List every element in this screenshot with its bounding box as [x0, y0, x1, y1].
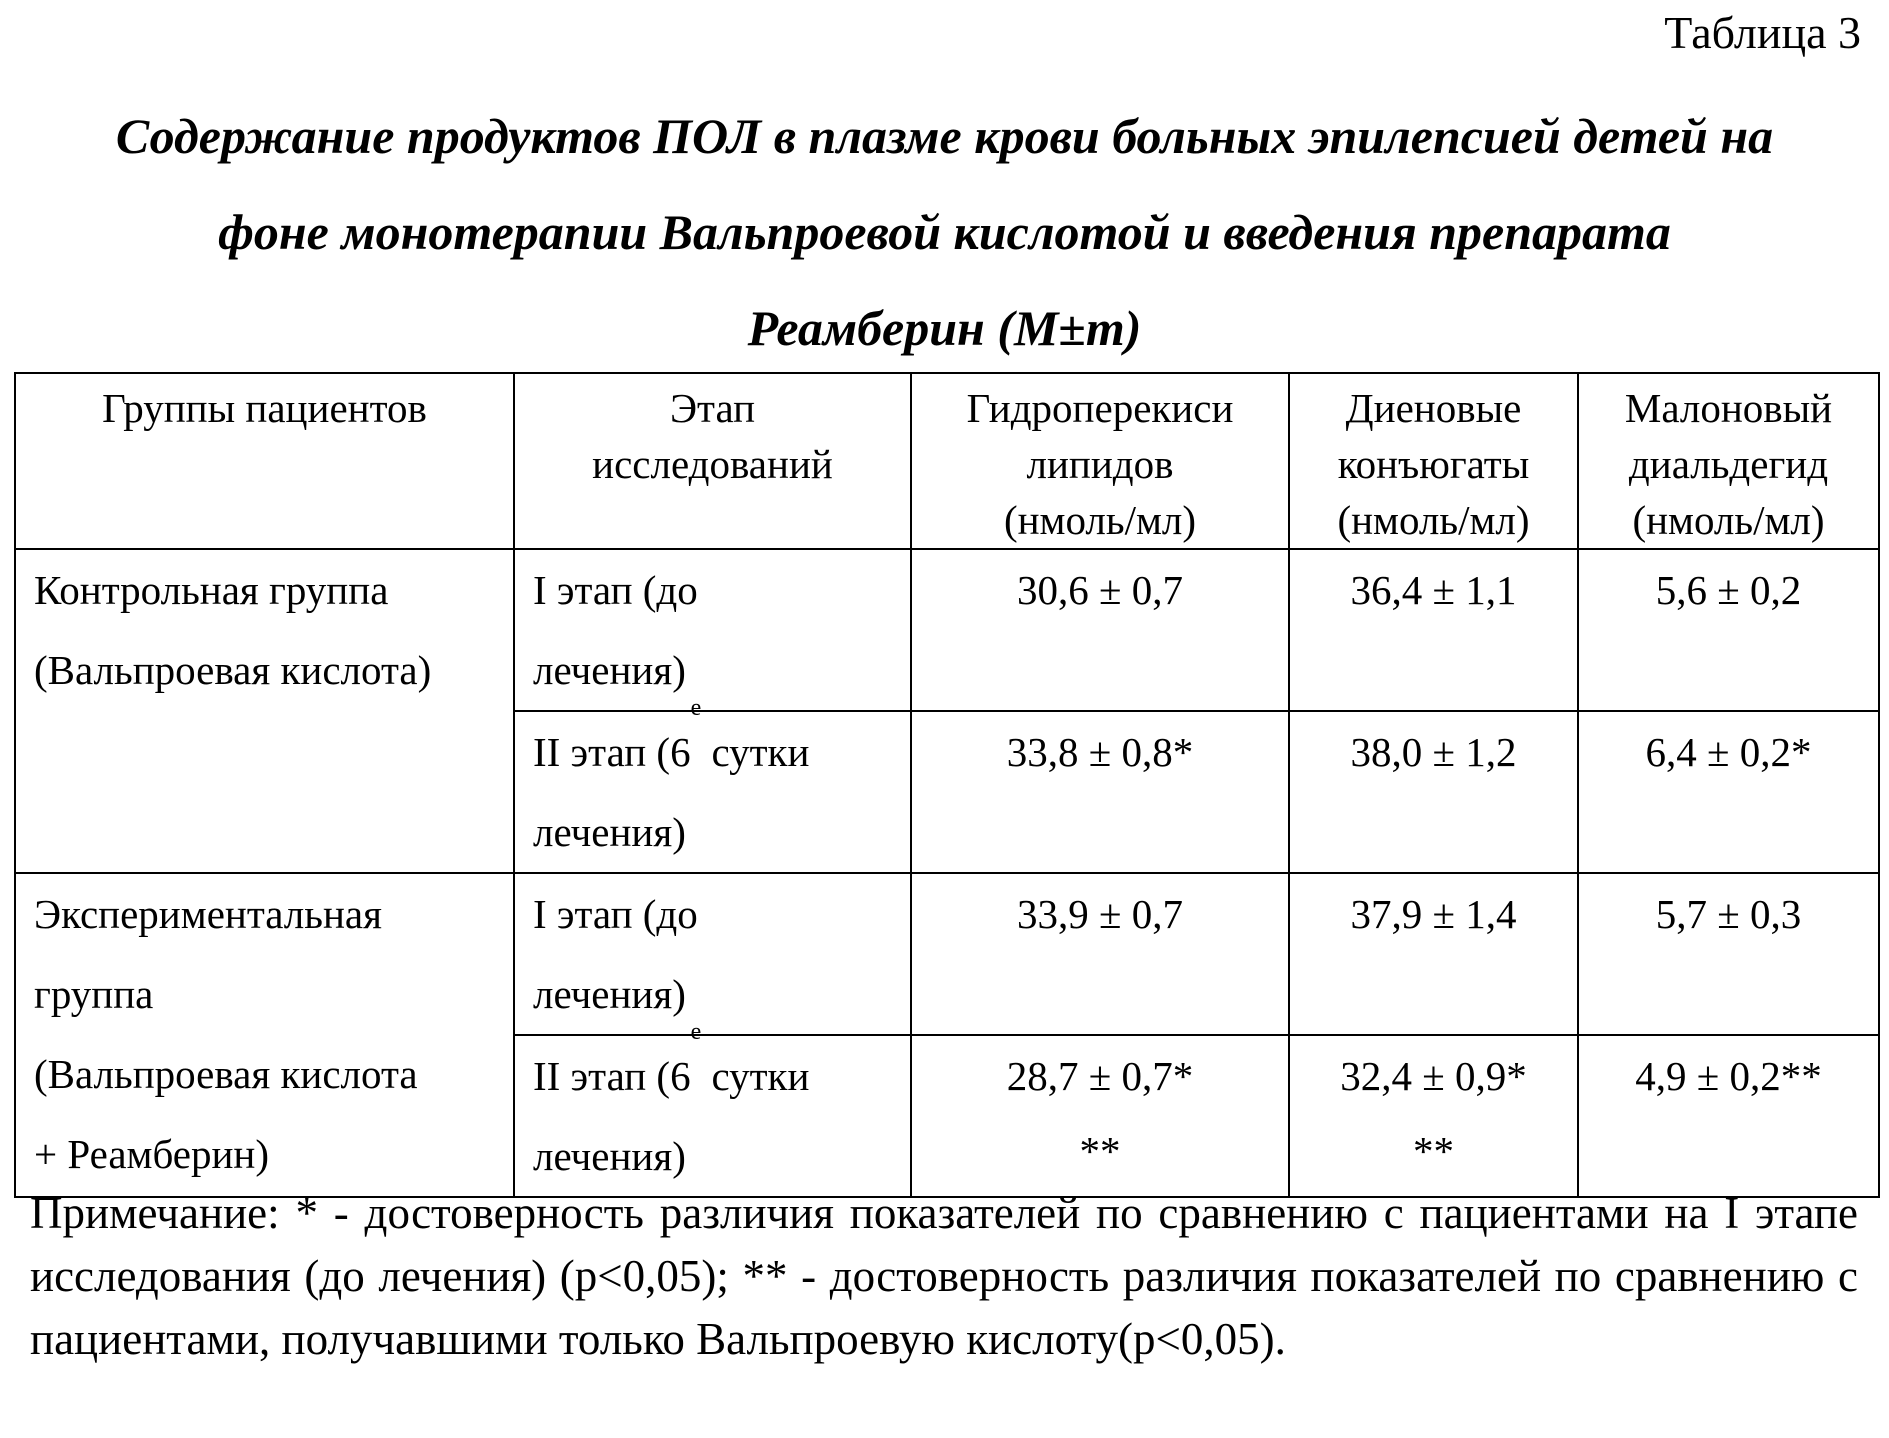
- group-experimental: Экспериментальная группа (Вальпроевая кислота + Реамберин): [15, 873, 514, 1197]
- stage-cell: I этап (до лечения): [514, 873, 911, 1035]
- value-cell: 37,9 ± 1,4: [1289, 873, 1578, 1035]
- table-title: [20, 88, 1869, 376]
- stage-cell: II этап ($6^е$ сутки лечения): [514, 711, 911, 873]
- stage-cell: II этап ($6^е$ сутки лечения): [514, 1035, 911, 1197]
- value-cell: 5,6 ± 0,2: [1578, 549, 1879, 711]
- stage-cell: I этап (до лечения): [514, 549, 911, 711]
- value-cell: 6,4 ± 0,2*: [1578, 711, 1879, 873]
- value-cell: 38,0 ± 1,2: [1289, 711, 1578, 873]
- table-row: [15, 873, 1879, 1035]
- value-cell: 28,7 ± 0,7* **: [911, 1035, 1289, 1197]
- table-label: Таблица 3: [1664, 7, 1861, 58]
- title-line-1: Содержание продуктов ПОЛ в плазме крови больных эпилепсией детей на: [115, 108, 1774, 164]
- value-cell: 5,7 ± 0,3: [1578, 873, 1879, 1035]
- header-hydroperoxides: Гидроперекиси липидов (нмоль/мл): [911, 373, 1289, 549]
- group-control: Контрольная группа (Вальпроевая кислота): [15, 549, 514, 873]
- table-row: [15, 549, 1879, 711]
- value-cell: 33,8 ± 0,8*: [911, 711, 1289, 873]
- header-malon: Малоновый диальдегид (нмоль/мл): [1578, 373, 1879, 549]
- table-footnote: Примечание: * - достоверность различия показателей по сравнению с пациентами на I этапе исследования (до лечения) (р<0,05); ** - достоверность различия показателей по сравнению с пациентами, получавшими только Вальпроевую кислоту(р<0,05).: [30, 1188, 1858, 1364]
- header-row: [15, 373, 1879, 549]
- value-cell: 32,4 ± 0,9* **: [1289, 1035, 1578, 1197]
- value-cell: 4,9 ± 0,2**: [1578, 1035, 1879, 1197]
- title-line-2: фоне монотерапии Вальпроевой кислотой и введения препарата: [218, 204, 1671, 260]
- value-cell: 30,6 ± 0,7: [911, 549, 1289, 711]
- title-line-3: Реамберин (M±m): [747, 300, 1142, 356]
- data-table: [14, 372, 1880, 1198]
- header-group: Группы пациентов: [15, 373, 514, 549]
- value-cell: 33,9 ± 0,7: [911, 873, 1289, 1035]
- header-stage: Этап исследований: [514, 373, 911, 549]
- value-cell: 36,4 ± 1,1: [1289, 549, 1578, 711]
- header-diene: Диеновые конъюгаты (нмоль/мл): [1289, 373, 1578, 549]
